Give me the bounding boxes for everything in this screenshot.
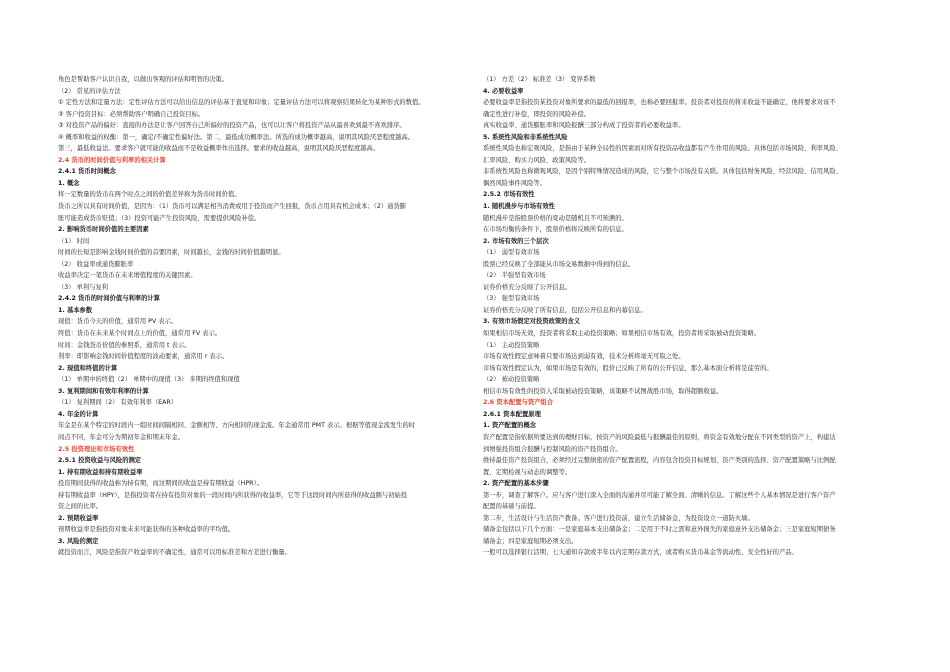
text-line: （3） 单利与复利 [58, 283, 109, 291]
text-line: （1） 弱型有效市场 [483, 249, 540, 257]
subheading-line: 1. 随机漫步与市场有效性 [483, 203, 555, 211]
text-line: 必要收益率是指投资某投资对象所要求的最低的回报率，也称必要回报率。投资者对投资的将来收益不能确定，他将要求对该不 [483, 99, 836, 107]
subheading-line: 1. 概念 [58, 179, 80, 187]
subheading-line: 5. 系统性风险和非系统性风险 [483, 133, 568, 141]
text-line: ① 定性方法和定量方法：定性评估方法可以给出信息的评估基于直觉和印象；定量评估方法可以将观察结果转化为某种形式的数值。 [58, 99, 425, 107]
text-line: 将一定数量的货币在两个时点之间的价值差异称为货币时间价值。 [58, 191, 241, 199]
subheading-line: 2.5.1 投资收益与风险的测定 [58, 457, 142, 465]
text-line: 证券价格充分反映了所有信息，包括公开信息和内幕信息。 [483, 306, 647, 314]
text-line: 终值：货币在未来某个时间点上的价值，通常用 FV 表示。 [58, 330, 222, 338]
subheading-line: 1. 持有期收益和持有期收益率 [58, 468, 143, 476]
text-line: 真实收益率、通货膨胀率和风险报酬三部分构成了投资者的必要收益率。 [483, 122, 685, 130]
subheading-line: 4. 必要收益率 [483, 87, 524, 95]
text-line: 第三，最低收益法。要求客户就可能的收益而不是收益概率作出选择。要求的收益越高，说明其风险厌恶程度越高。 [58, 145, 380, 153]
text-line: 股票已经反映了全部能从市场交易数据中得到的信息。 [483, 260, 635, 268]
text-line: 偶然风险事件风险等。 [483, 179, 546, 187]
text-line: 胀可能造成货币贬值；（3）投资可能产生投资风险，需要提供风险补偿。 [58, 214, 261, 222]
subheading-line: 2.6.1 资本配置原理 [483, 410, 541, 418]
text-line: 汇率风险、购买力风险、政策风险等。 [483, 156, 591, 164]
text-line: 就投资而言，风险是指资产收益率的不确定性，通常可以用标准差和方差进行衡量。 [58, 549, 291, 557]
text-line: 一般可以选择银行活期、七天通知存款或半年以内定期存款方式，或者购买货币基金等流动性、安全性好的产品。 [483, 549, 798, 557]
text-line: 非系统性风险也称微观风险，是因个别特殊情况造成的风险，它与整个市场没有关联。具体包括财务风险、经营风险、信用风险、 [483, 168, 842, 176]
text-line: 利率：即影响金钱时间价值程度的波动要素，通常用 r 表示。 [58, 353, 229, 361]
text-line: 年金是在某个特定的时段内一组时间间隔相同、金额相等、方向相同的现金流。年金通常用 PMT 表示。根据等值现金流发生的时 [58, 422, 416, 430]
subheading-line: 4. 年金的计算 [58, 410, 99, 418]
subheading-line: 2.4.2 货币的时间价值与利率的计算 [58, 295, 160, 303]
text-line: 时间：金钱货币价值的参照系，通常用 t 表示。 [58, 341, 191, 349]
text-line: 确定性进行补偿，即投资的风险补偿。 [483, 110, 591, 118]
text-line: 时间的长短是影响金钱时间价值的首要因素，时间越长，金钱的时间价值越明显。 [58, 249, 285, 257]
text-line: ② 客户投资目标：必须帮助客户明确自己投资目标。 [58, 110, 205, 118]
text-line: （3） 强型有效市场 [483, 295, 540, 303]
text-line: 投资期间获得的收益称为持有期，而这期间的收益是持有期收益（HPR）。 [58, 480, 263, 488]
subheading-line: 2. 影响货币时间价值的主要因素 [58, 226, 149, 234]
right-column [483, 74, 883, 559]
subheading-line: 2.5.2 市场有效性 [483, 191, 535, 199]
subheading-line: 1. 基本参数 [58, 306, 93, 314]
subheading-line: 2. 现值和终值的计算 [58, 364, 118, 372]
subheading-line: 1. 资产配置的概念 [483, 422, 537, 430]
text-line: 货币之所以具有时间价值，是因为：（1）货币可以满足相当消费或用于投资而产生回报，货币占用具有机会成本；（2）通货膨 [58, 203, 407, 211]
text-line: 市场有效性假定认为，如果市场是有效的，股价已反映了所有的公开信息，那么基本面分析将是徒劳的。 [483, 364, 773, 372]
text-line: 第一步，调查了解客户。应与客户进行深入全面的沟通并尽可能了解全面、清晰的信息。了解这些个人基本情况是进行客户资产 [483, 491, 836, 499]
text-line: （1） 方差（2） 标准差（3） 变异系数 [483, 76, 596, 83]
text-line: 收益率决定一笔货币在未来增值程度的关键因素。 [58, 272, 197, 280]
text-line: 在市场均衡的条件下，股票价格将反映所有的信息。 [483, 226, 628, 234]
text-line: 预期收益率是指投资对象未来可能获得的各种收益率的平均值。 [58, 526, 235, 534]
text-line: 角色是帮助客户认识自我，以做出客观的评估和明智的决策。 [58, 76, 229, 83]
text-line: 随机漫步是指股票价格的变动是随机且不可预测的。 [483, 214, 628, 222]
text-line: ④ 概率和收益的权衡：第一，确定/不确定性偏好法。第二，最低成功概率法。所选的成功概率越高，说明其风险厌恶程度越高。 [58, 133, 415, 141]
text-line: （1） 主动投资策略 [483, 341, 540, 349]
text-line: 第二步，生活设计与生活资产拨备。客户进行投资前，建立生活储备金，为投资设立一道防火墙。 [483, 514, 754, 522]
text-line: （2） 半强型有效市场 [483, 272, 546, 280]
text-line: 储备金包括以下几个方面：一是家庭基本支出储备金；二是用于不时之需和意外损失的家庭意外支出储备金；三是家庭短期债务 [483, 526, 836, 534]
text-line: 证券价格充分反映了公开信息。 [483, 283, 572, 291]
text-line: 到增强投资组合报酬与控制风险的资产投资组合。 [483, 445, 622, 453]
text-line: 资产配置是指依据所要达到的理财目标，按资产的风险最低与报酬最佳的原则，将资金有效地分配在不同类型的资产上，构建达 [483, 433, 836, 441]
text-line: 如果相信市场无效，投资者将采取主动投资策略；如果相信市场有效，投资者将采取被动投资策略。 [483, 330, 761, 338]
text-line: 配置的基础与前提。 [483, 503, 540, 511]
text-line: 市场有效性假定意味着只要市场达到弱有效，技术分析将毫无可取之处。 [483, 353, 685, 361]
section-heading: 2.6 资本配置与资产组合 [483, 399, 554, 407]
section-heading: 2.4 货币的时间价值与利率的相关计算 [58, 156, 166, 164]
text-line: 储备金；四是家庭短期必须支出。 [483, 537, 578, 545]
subheading-line: 3. 有效市场假定对投资政策的含义 [483, 318, 581, 326]
text-line: 系统性风险也称宏观风险，是指由于某种全局性的因素而对所有投资品收益都有产生作用的风险。具体包括市场风险、利率风险、 [483, 145, 842, 153]
text-line: 维持最佳资产投资组合，必须经过完整缜密的资产配置流程，内容包含投资目标规划、资产类别的选择、资产配置策略与比例配 [483, 457, 836, 465]
text-line: （2） 收益率或通货膨胀率 [58, 260, 134, 268]
left-column [58, 74, 458, 559]
text-line: 间点不同，年金可分为期初年金和期末年金。 [58, 433, 184, 441]
text-line: （1） 时间 [58, 237, 90, 245]
subheading-line: 2.4.1 货币时间概念 [58, 168, 116, 176]
subheading-line: 2. 资产配置的基本步骤 [483, 480, 549, 488]
text-line: （1） 单期中的终值（2） 单期中的现值（3） 多期的终值和现值 [58, 376, 240, 384]
section-heading: 2.5 投资理论和市场有效性 [58, 445, 135, 453]
text-line: ③ 对投资产品的偏好：直接的办法是让客户回答自己所偏好的投资产品，也可以让客户将投资产品从最喜欢到最不喜欢排序。 [58, 122, 406, 130]
text-line: 资之间的比率。 [58, 503, 103, 511]
text-line: 置、定期检视与动态的调整等。 [483, 468, 572, 476]
text-line: （1） 复利期间（2） 有效年利率（EAR） [58, 399, 178, 407]
subheading-line: 2. 预期收益率 [58, 514, 99, 522]
text-line: 持有期收益率（HPY），是指投资者在持有投资对象的一段时间内所获得的收益率，它等于这段时间内所获得的收益额与初始投 [58, 491, 408, 499]
text-line: （2） 常见的评估方法 [58, 87, 121, 95]
subheading-line: 3. 风险的测定 [58, 537, 99, 545]
text-line: 现值：货币今天的价值，通常用 PV 表示。 [58, 318, 178, 326]
subheading-line: 3. 复利期间和有效年利率的计算 [58, 387, 149, 395]
text-line: 相信市场有效性的投资人采取被动投资策略，该策略不试图战胜市场，取得超额收益。 [483, 387, 723, 395]
subheading-line: 2. 市场有效的三个层次 [483, 237, 549, 245]
text-line: （2） 被动投资策略 [483, 376, 540, 384]
